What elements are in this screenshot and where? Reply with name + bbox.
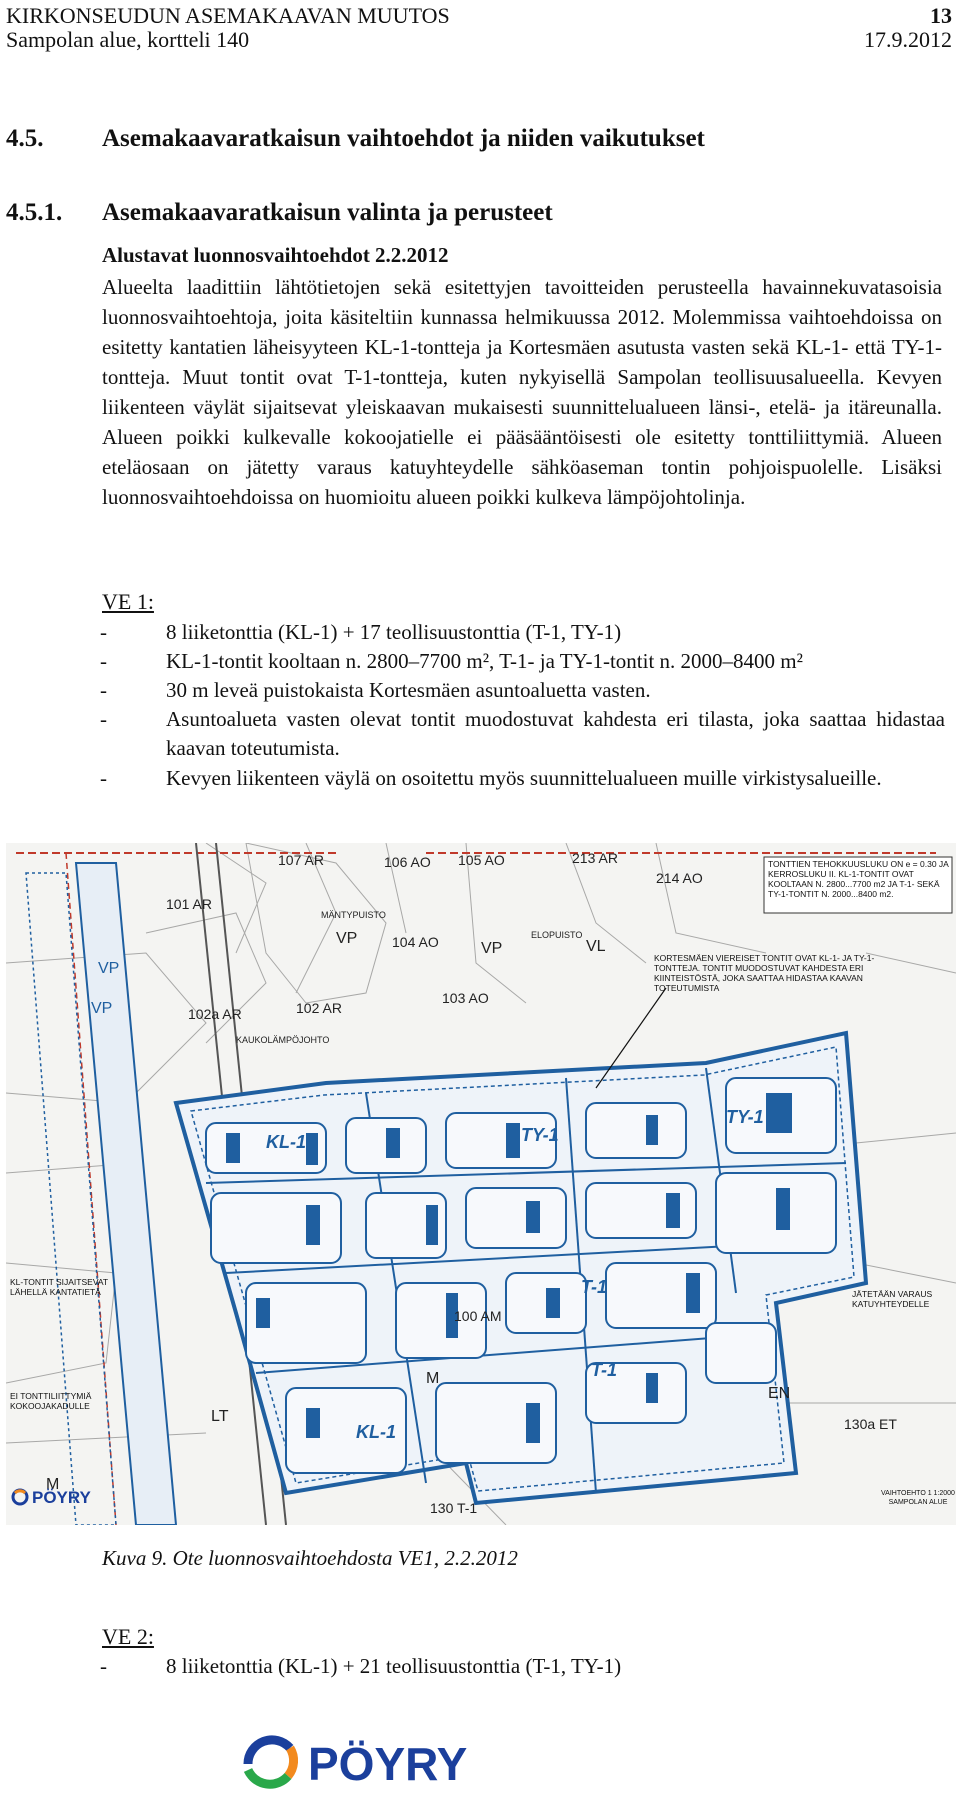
poyry-logo-mark xyxy=(248,1740,294,1784)
document-date: 17.9.2012 xyxy=(864,27,952,52)
block-label: 101 AR xyxy=(166,896,212,912)
subsection-number: 4.5.1. xyxy=(6,199,63,226)
ve1-bullet-text: Kevyen liikenteen väylä on osoitettu myös suunnittelualueen muille virkistysalueille. xyxy=(166,766,882,790)
ve1-bullet: - Kevyen liikenteen väylä on osoitettu myös suunnittelualueen muille virkistysalueille. xyxy=(100,764,945,793)
ve2-bullet-text: 8 liiketonttia (KL-1) + 21 teollisuustonttia (T-1, TY-1) xyxy=(166,1654,622,1678)
zone-label: VL xyxy=(586,938,606,955)
header-line-1 xyxy=(6,4,952,28)
sketch-label: KL-1 xyxy=(266,1132,306,1152)
ve2-label: VE 2: xyxy=(102,1624,154,1649)
zone-label: M xyxy=(46,1476,60,1493)
sketch-label: T-1 xyxy=(581,1277,608,1297)
map-poyry-logo xyxy=(13,1488,92,1507)
sketch-label: TY-1 xyxy=(521,1125,559,1145)
block-label: 103 AO xyxy=(442,990,489,1006)
map-legend-box: VAIHTOEHTO 1 1:2000 SAMPOLAN ALUE xyxy=(881,1490,955,1506)
section-heading xyxy=(6,125,705,153)
block-label: 102a AR xyxy=(188,1006,242,1022)
map-annotation-kortesmaki: KORTESMÄEN VIEREISET TONTIT OVAT KL-1- JA TY-1-TONTTEJA. TONTIT MUODOSTUVAT KAHDESTA ERI KIINTEISTÖSTÄ, JOKA SAATTAA HIDASTAA KAAVAN TOTEUTUMISTA xyxy=(654,953,875,993)
ve1-bullet-text: Asuntoalueta vasten olevat tontit muodostuvat kahdesta eri tilasta, joka saattaa hidastaa kaavan toteutumista. xyxy=(166,707,945,760)
ve1-bullet: - 8 liiketonttia (KL-1) + 17 teollisuustonttia (T-1, TY-1) xyxy=(100,618,945,647)
figure-caption: Kuva 9. Ote luonnosvaihtoehdosta VE1, 2.2.2012 xyxy=(102,1546,518,1570)
block-label: 106 AO xyxy=(384,854,431,870)
subsection-title: Asemakaavaratkaisun valinta ja perusteet xyxy=(102,199,553,226)
map-annotation-density: TONTTIEN TEHOKKUUSLUKU ON e = 0.30 JA KERROSLUKU II. KL-1-TONTIT OVAT KOOLTAAN N. 2800...7700 m2 JA T-1- SEKÄ TY-1-TONTIT N. 2000...8400 m2. xyxy=(768,859,949,899)
place-name: MÄNTYPUISTO xyxy=(321,910,386,920)
block-label: 107 AR xyxy=(278,852,324,868)
body-paragraph: Alueelta laadittiin lähtötietojen sekä esitettyjen tavoitteiden perusteella havainnekuvatasoisia luonnosvaihtoehtoja, joita käsiteltiin kunnassa helmikuussa 2012. Molemmissa vaihtoehdoissa on esitetty kantatien läheisyyteen KL-1-tontteja ja Kortesmäen asutusta vasten sekä KL-1- että TY-1-tontteja. Muut tontit ovat T-1-tontteja, kuten nykyisellä Sampolan teollisuusalueella. Kevyen liikenteen väylät sijaitsevat yleiskaavan mukaisesti suunnittelualueen länsi-, etelä- ja itäreunalla. Alueen poikki kulkevalle kokoojatielle ei pääsääntöisesti ole esitetty tonttiliittymiä. Alueen eteläosaan on jätetty varaus katuyhteydelle sähköaseman tontin pohjoispuolelle. Lisäksi luonnosvaihtoehdoissa on huomioitu alueen poikki kulkeva lämpöjohtolinja. xyxy=(102,275,942,509)
zone-label: LT xyxy=(211,1408,229,1425)
sketch-label: TY-1 xyxy=(726,1107,764,1127)
zone-label: EN xyxy=(768,1385,791,1402)
ve1-label: VE 1: xyxy=(102,589,154,614)
subsection-heading xyxy=(6,199,553,227)
section-title: Asemakaavaratkaisun vaihtoehdot ja niiden vaikutukset xyxy=(102,125,705,152)
ve1-bullet: - 30 m leveä puistokaista Kortesmäen asuntoaluetta vasten. xyxy=(100,676,945,705)
block-label: 130a ET xyxy=(844,1416,897,1432)
zone-label: VP xyxy=(336,930,358,947)
zone-label: VP xyxy=(91,1000,113,1017)
block-label: 214 AO xyxy=(656,870,703,886)
zone-label: VP xyxy=(98,960,120,977)
block-label: 213 AR xyxy=(572,850,618,866)
section-number: 4.5. xyxy=(6,125,44,152)
svg-text:PÖYRY: PÖYRY xyxy=(32,1488,91,1507)
document-title: KIRKONSEUDUN ASEMAKAAVAN MUUTOS xyxy=(6,3,450,28)
block-label: 102 AR xyxy=(296,1000,342,1016)
ve1-bullet: - Asuntoalueta vasten olevat tontit muodostuvat kahdesta eri tilasta, joka saattaa hidastaa kaavan toteutumista. xyxy=(100,705,945,763)
block-label: 104 AO xyxy=(392,934,439,950)
ve1-bullet-text: KL-1-tontit kooltaan n. 2800–7700 m², T-1- ja TY-1-tontit n. 2000–8400 m² xyxy=(166,649,803,673)
poyry-logo xyxy=(240,1730,540,1801)
zone-label: M xyxy=(426,1370,440,1387)
document-subtitle: Sampolan alue, kortteli 140 xyxy=(6,27,250,52)
block-label: 105 AO xyxy=(458,852,505,868)
header-line-2 xyxy=(6,28,952,52)
ve2-bullet: - 8 liiketonttia (KL-1) + 21 teollisuustonttia (T-1, TY-1) xyxy=(100,1652,945,1681)
ve1-bullet-text: 8 liiketonttia (KL-1) + 17 teollisuustonttia (T-1, TY-1) xyxy=(166,620,622,644)
map-annotation-kl: KL-TONTIT SIJAITSEVAT LÄHELLÄ KANTATIETÄ xyxy=(10,1277,108,1297)
page-number: 13 xyxy=(930,3,952,28)
poyry-logo-text: PÖYRY xyxy=(308,1738,468,1790)
map-annotation-no-access: EI TONTTILIITTYMIÄ KOKOOJAKADULLE xyxy=(10,1391,92,1411)
zoning-map xyxy=(6,843,956,1525)
sketch-label: T-1 xyxy=(591,1360,618,1380)
sketch-label: KL-1 xyxy=(356,1422,396,1442)
block-label: 130 T-1 xyxy=(430,1500,478,1516)
map-annotation-street-reserve: JÄTETÄÄN VARAUS KATUYHTEYDELLE xyxy=(852,1289,933,1309)
zone-label: VP xyxy=(481,940,503,957)
subheading: Alustavat luonnosvaihtoehdot 2.2.2012 xyxy=(102,243,449,267)
ve1-bullet: - KL-1-tontit kooltaan n. 2800–7700 m², T-1- ja TY-1-tontit n. 2000–8400 m² xyxy=(100,647,945,676)
place-name: KAUKOLÄMPÖJOHTO xyxy=(236,1035,330,1045)
block-label: 100 AM xyxy=(454,1308,502,1324)
place-name: ELOPUISTO xyxy=(531,930,583,940)
ve1-bullet-text: 30 m leveä puistokaista Kortesmäen asuntoaluetta vasten. xyxy=(166,678,651,702)
